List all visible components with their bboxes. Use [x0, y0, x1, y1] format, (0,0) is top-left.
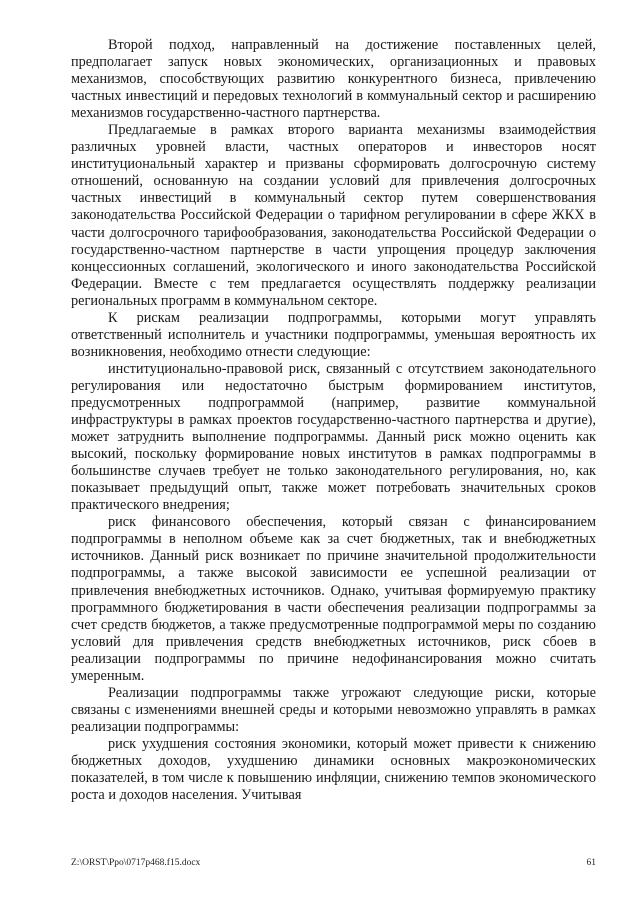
- paragraph-manageable-risks: К рискам реализации подпрограммы, которыми могут управлять ответственный исполнитель и участники подпрограммы, уменьшая вероятность их возникновения, необходимо отнести следующие:: [71, 309, 596, 360]
- page-number: 61: [586, 858, 596, 868]
- paragraph-institutional-risk: институционально-правовой риск, связанный с отсутствием законодательного регулирования или недостаточно быстрым формированием институтов, предусмотренных подпрограммой (например, развитие коммунальной инфраструктуры в рамках проектов государственно-частного партнерства и другие), может затруднить выполнение подпрограммы. Данный риск можно оценить как высокий, поскольку формирование новых институтов в рамках подпрограммы в большинстве случаев требует не только законодательного регулирования, но, как показывает предыдущий опыт, также может потребовать значительных сроков практического внедрения;: [71, 360, 596, 514]
- paragraph-second-approach: Второй подход, направленный на достижение поставленных целей, предполагает запуск новых экономических, организационных и правовых механизмов, способствующих развитию конкурентного бизнеса, привлечению частных инвестиций и передовых технологий в коммунальный сектор и расширению механизмов государственно-частного партнерства.: [71, 37, 596, 122]
- paragraph-external-risks: Реализации подпрограммы также угрожают следующие риски, которые связаны с изменениями внешней среды и которыми невозможно управлять в рамках реализации подпрограммы:: [71, 684, 596, 735]
- footer-file-path: Z:\ORST\Ppo\0717p468.f15.docx: [71, 858, 201, 868]
- paragraph-economic-risk: риск ухудшения состояния экономики, который может привести к снижению бюджетных доходов, ухудшению динамики основных макроэкономических показателей, в том числе к повышению инфляции, снижению темпов экономического роста и доходов населения. Учитывая: [71, 735, 596, 804]
- paragraph-proposed-mechanisms: Предлагаемые в рамках второго варианта механизмы взаимодействия различных уровней власти, частных операторов и инвесторов носят институциональный характер и призваны сформировать долгосрочную систему отношений, основанную на создании условий для привлечения долгосрочных частных инвестиций в коммунальный сектор путем совершенствования законодательства Российской Федерации о тарифном регулировании в сфере ЖКХ в части долгосрочного тарифообразования, законодательства Российской Федерации о государственно-частном партнерстве в части упрощения процедур заключения концессионных соглашений, экологического и иного законодательства Российской Федерации. Вместе с тем предлагается осуществлять поддержку реализации региональных программ в коммунальном секторе.: [71, 122, 596, 309]
- paragraph-financial-risk: риск финансового обеспечения, который связан с финансированием подпрограммы в неполном объеме как за счет бюджетных, так и внебюджетных источников. Данный риск возникает по причине значительной продолжительности подпрограммы, а также высокой зависимости ее успешной реализации от привлечения внебюджетных источников. Однако, учитывая формируемую практику программного бюджетирования в части обеспечения реализации подпрограммы за счет средств бюджетов, а также предусмотренные подпрограммой меры по созданию условий для привлечения средств внебюджетных источников, риск сбоев в реализации подпрограммы по причине недофинансирования можно считать умеренным.: [71, 514, 596, 684]
- document-body: [71, 37, 596, 804]
